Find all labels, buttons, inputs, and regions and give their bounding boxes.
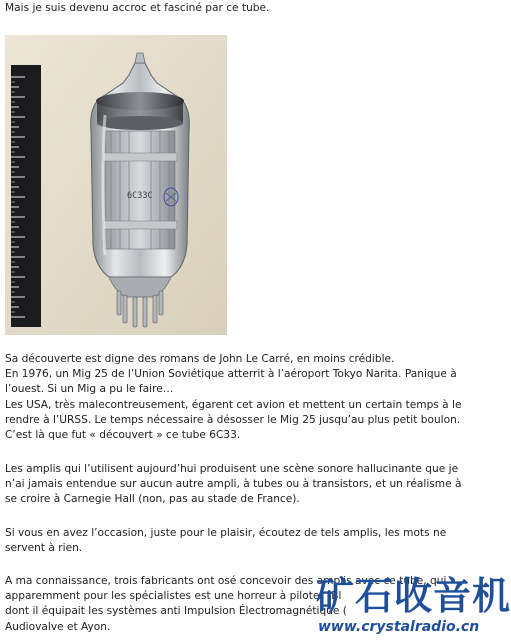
paragraph-line: Les USA, très malecontreusement, égarent cet avion et mettent un certain temps à le [5,399,462,411]
paragraph-line: C’est là que fut « découvert » ce tube 6C33. [5,429,241,441]
vacuum-tube-photo [5,35,227,335]
paragraph-line: Audiovalve et Ayon. [5,621,111,633]
paragraph-line: se croire à Carnegie Hall (non, pas au stade de France). [5,493,300,505]
paragraph-line: Si vous en avez l’occasion, juste pour le plaisir, écoutez de tels amplis, les mots ne [5,527,447,539]
watermark-logo-text: 矿石收音机 [316,574,511,618]
paragraph-line: Les amplis qui l’utilisent aujourd’hui produisent une scène sonore hallucinante que je [5,463,459,475]
paragraph-line: A ma connaissance, trois fabricants ont osé concevoir des amplis avec ce tube, qui [5,575,447,587]
intro-text: Mais je suis devenu accroc et fasciné par ce tube. [5,2,270,14]
watermark-url: www.crystalradio.cn [318,619,480,635]
paragraph-line: apparemment pour les spécialistes est une horreur à piloter (Bl [5,590,342,602]
site-watermark [316,574,511,640]
tube-marking: 6С33С [127,191,153,201]
paragraph-line: dont il équipait les systèmes anti Impulsion Électromagnétique ( [5,605,347,617]
paragraph-line: l’ouest. Si un Mig a pu le faire… [5,383,174,395]
paragraph-line: Sa découverte est digne des romans de John Le Carré, en moins crédible. [5,353,395,365]
paragraph-line: rendre à l’URSS. Le temps nécessaire à désosser le Mig 25 jusqu’au plus petit boulon. [5,414,461,426]
paragraph-line: servent à rien. [5,542,83,554]
paragraph-line: En 1976, un Mig 25 de l’Union Soviétique atterrit à l’aéroport Tokyo Narita. Panique à [5,368,457,380]
paragraph-line: n’ai jamais entendue sur aucun autre ampli, à tubes ou à transistors, et un réalisme à [5,478,462,490]
ruler [11,65,41,327]
